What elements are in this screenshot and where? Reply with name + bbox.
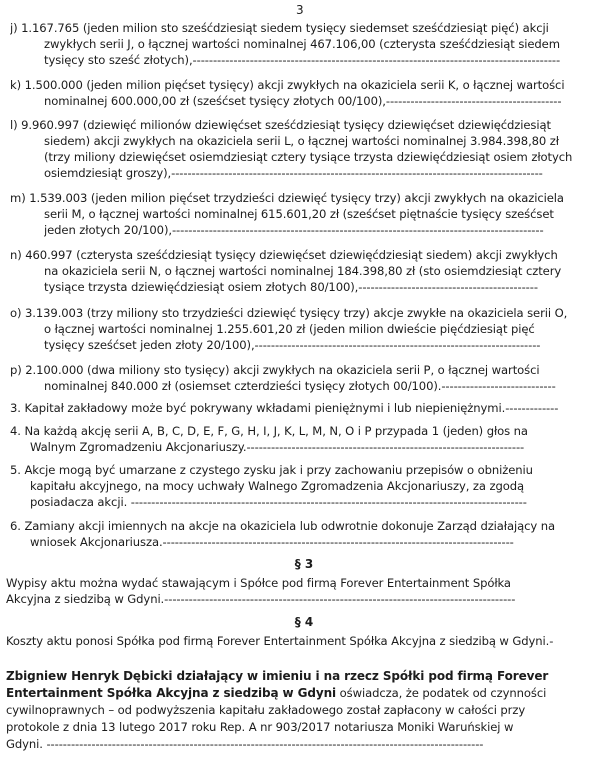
section-3-line-2: Akcyjna z siedzibą w Gdyni.-------------------------------------------------------------------------------------- — [6, 592, 516, 606]
item-n-line-1: n) 460.997 (czterysta sześćdziesiąt tysięcy dziewięćset dziewięćdziesiąt siedem) akcji zwykłych — [10, 248, 558, 262]
item-o-line-2: o łącznej wartości nominalnej 1.255.601,20 zł (jeden milion dwieście pięćdziesiąt pięć — [44, 322, 535, 336]
item-j-line-2: zwykłych serii J, o łącznej wartości nominalnej 467.106,00 (czterysta sześćdziesiąt siedem — [44, 37, 560, 51]
item-l-line-2: siedem) akcji zwykłych na okaziciela serii L, o łącznej wartości nominalnej 3.984.398,80 zł — [44, 134, 559, 148]
closing-line-5: Gdyni. ----------------------------------------------------------------------------------------------------------- — [6, 737, 484, 751]
item-k-line-1: k) 1.500.000 (jeden milion pięćset tysięcy) akcji zwykłych na okaziciela serii K, o łącznej wartości — [10, 78, 565, 92]
point-5-line-3: posiadacza akcji. ------------------------------------------------------------------------------------------------- — [30, 495, 527, 509]
section-4-line-1: Koszty aktu ponosi Spółka pod firmą Forever Entertainment Spółka Akcyjna z siedzibą w Gdyni.- — [6, 634, 554, 648]
item-l-line-1: l) 9.960.997 (dziewięć milionów dziewięćset sześćdziesiąt tysięcy dziewięćset dziewięćdziesiąt — [10, 118, 551, 132]
closing-company-name: Entertainment Spółka Akcyjna z siedzibą w Gdyni — [6, 686, 337, 700]
item-m-line-1: m) 1.539.003 (jeden milion pięćset trzydzieści dziewięć tysięcy trzy) akcji zwykłych na okaziciela — [10, 191, 564, 205]
point-3-line-1: 3. Kapitał zakładowy może być pokrywany wkładami pieniężnymi i lub niepieniężnymi.------------- — [10, 401, 559, 415]
closing-statement: oświadcza, że podatek od czynności — [336, 686, 547, 700]
closing-bold-line: Zbigniew Henryk Dębicki działający w imieniu i na rzecz Spółki pod firmą Forever — [6, 669, 549, 683]
item-o-line-1: o) 3.139.003 (trzy miliony sto trzydzieści dziewięć tysięcy trzy) akcje zwykłe na okaziciela serii O, — [10, 306, 568, 320]
item-l-line-3: (trzy miliony dziewięćset osiemdziesiąt cztery tysiące trzysta dziewięćdziesiąt osiem złotych — [44, 150, 573, 164]
closing-mixed-line — [6, 685, 608, 701]
page-number: 3 — [296, 3, 304, 17]
item-m-line-2: serii M, o łącznej wartości nominalnej 615.601,20 zł (sześćset piętnaście tysięcy sześćset — [44, 207, 554, 221]
item-o-line-3: tysięcy sześćset jeden złoty 20/100),---------------------------------------------------------------------- — [44, 338, 541, 352]
section-3-line-1: Wypisy aktu można wydać stawającym i Spółce pod firmą Forever Entertainment Spółka — [6, 576, 511, 590]
section-3-heading: § 3 — [294, 557, 314, 571]
point-4-line-1: 4. Na każdą akcję serii A, B, C, D, E, F, G, H, I, J, K, L, M, N, O i P przypada 1 (jeden) głos na — [10, 424, 528, 438]
item-p-line-2: nominalnej 840.000 zł (osiemset czterdzieści tysięcy złotych 00/100).---------------------------- — [44, 379, 556, 393]
item-k-line-2: nominalnej 600.000,00 zł (sześćset tysięcy złotych 00/100),------------------------------------------- — [44, 94, 562, 108]
item-n-line-2: na okaziciela serii N, o łącznej wartości nominalnej 184.398,80 zł (sto osiemdziesiąt cztery — [44, 264, 562, 278]
point-6-line-1: 6. Zamiany akcji imiennych na akcje na okaziciela lub odwrotnie dokonuje Zarząd działający na — [10, 519, 556, 533]
point-6-line-2: wniosek Akcjonariusza.-------------------------------------------------------------------------------------- — [30, 535, 514, 549]
item-p-line-1: p) 2.100.000 (dwa miliony sto tysięcy) akcji zwykłych na okaziciela serii P, o łącznej wartości — [10, 363, 540, 377]
item-j-line-3: tysięcy sto sześć złotych),------------------------------------------------------------------------------------------ — [44, 53, 561, 67]
section-4-heading: § 4 — [294, 615, 314, 629]
item-l-line-4: osiemdziesiąt groszy),------------------------------------------------------------------------------------------- — [44, 166, 543, 180]
item-m-line-3: jeden złotych 20/100),------------------------------------------------------------------------------------------- — [44, 223, 544, 237]
point-5-line-2: kapitału akcyjnego, na mocy uchwały Walnego Zgromadzenia Akcjonariuszy, za zgodą — [30, 479, 524, 493]
closing-line-3: cywilnoprawnych – od podwyższenia kapitału zakładowego został zapłacony w całości przy — [6, 703, 526, 717]
point-5-line-1: 5. Akcje mogą być umarzane z czystego zysku jak i przy zachowaniu przepisów o obniżeniu — [10, 463, 533, 477]
point-4-line-2: Walnym Zgromadzeniu Akcjonariuszy.-------------------------------------------------------------------- — [30, 440, 525, 454]
item-j-line-1: j) 1.167.765 (jeden milion sto sześćdziesiąt siedem tysięcy siedemset sześćdziesiąt pięć) akcji — [10, 21, 549, 35]
item-n-line-3: tysiące trzysta dziewięćdziesiąt osiem złotych 80/100),-------------------------------------------- — [44, 280, 538, 294]
closing-line-4: protokole z dnia 13 lutego 2017 roku Rep. A nr 903/2017 notariusza Moniki Waruńskiej w — [6, 720, 514, 734]
